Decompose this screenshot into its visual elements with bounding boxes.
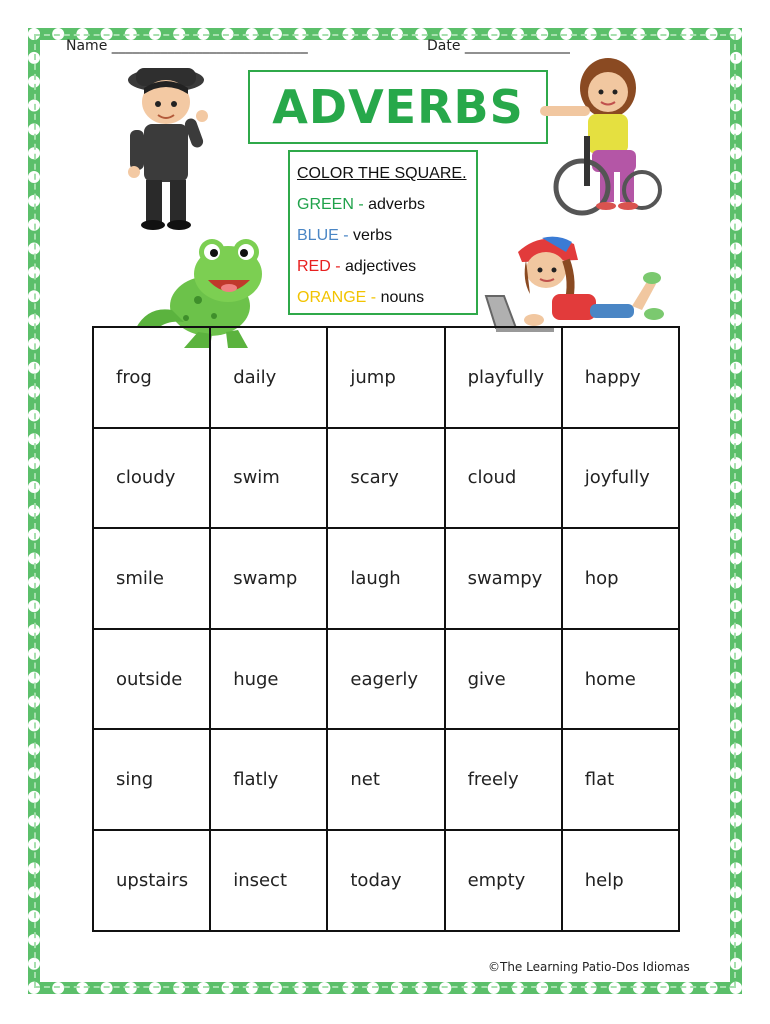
grid-cell[interactable]: sing <box>93 729 210 830</box>
legend-heading: COLOR THE SQUARE. <box>297 165 467 182</box>
grid-cell[interactable]: today <box>327 830 444 931</box>
grid-cell[interactable]: scary <box>327 428 444 529</box>
girl-laptop-illustration <box>482 230 668 340</box>
date-field: Date _______________ <box>427 38 570 54</box>
grid-cell[interactable]: insect <box>210 830 327 931</box>
legend-item-red <box>297 251 469 282</box>
grid-cell[interactable]: laugh <box>327 528 444 629</box>
page-title: ADVERBS <box>272 80 524 134</box>
table-row <box>93 428 679 529</box>
legend-item-green <box>297 189 469 220</box>
grid-cell[interactable]: flat <box>562 729 679 830</box>
grid-cell[interactable]: swampy <box>445 528 562 629</box>
grid-cell[interactable]: eagerly <box>327 629 444 730</box>
boy-illustration <box>116 60 216 232</box>
girl-wheelchair-illustration <box>540 52 662 222</box>
grid-cell[interactable]: cloudy <box>93 428 210 529</box>
grid-cell[interactable]: cloud <box>445 428 562 529</box>
legend-color-word: ORANGE - <box>297 289 377 306</box>
grid-cell[interactable]: smile <box>93 528 210 629</box>
legend-color-word: GREEN - <box>297 196 364 213</box>
grid-cell[interactable]: daily <box>210 327 327 428</box>
grid-cell[interactable]: flatly <box>210 729 327 830</box>
legend-color-word: BLUE - <box>297 227 349 244</box>
table-row <box>93 729 679 830</box>
grid-cell[interactable]: playfully <box>445 327 562 428</box>
legend-item-orange <box>297 282 469 313</box>
grid-cell[interactable]: hop <box>562 528 679 629</box>
grid-cell[interactable]: happy <box>562 327 679 428</box>
table-row <box>93 830 679 931</box>
grid-cell[interactable]: give <box>445 629 562 730</box>
grid-cell[interactable]: net <box>327 729 444 830</box>
grid-cell[interactable]: frog <box>93 327 210 428</box>
legend-item-blue <box>297 220 469 251</box>
legend-meaning: nouns <box>380 289 425 306</box>
grid-cell[interactable]: swamp <box>210 528 327 629</box>
grid-cell[interactable]: empty <box>445 830 562 931</box>
table-row <box>93 327 679 428</box>
grid-cell[interactable]: outside <box>93 629 210 730</box>
grid-cell[interactable]: home <box>562 629 679 730</box>
grid-cell[interactable]: joyfully <box>562 428 679 529</box>
grid-cell[interactable]: swim <box>210 428 327 529</box>
grid-cell[interactable]: upstairs <box>93 830 210 931</box>
grid-cell[interactable]: jump <box>327 327 444 428</box>
grid-cell[interactable]: freely <box>445 729 562 830</box>
legend-meaning: adverbs <box>368 196 426 213</box>
table-row <box>93 629 679 730</box>
legend-color-word: RED - <box>297 258 341 275</box>
name-field: Name ____________________________ <box>66 38 308 54</box>
legend-box <box>288 150 478 315</box>
table-row <box>93 528 679 629</box>
grid-cell[interactable]: help <box>562 830 679 931</box>
grid-cell[interactable]: huge <box>210 629 327 730</box>
legend-meaning: verbs <box>353 227 393 244</box>
copyright-footer: ©The Learning Patio-Dos Idiomas <box>488 960 690 974</box>
title-box <box>248 70 548 144</box>
word-grid <box>92 326 680 932</box>
legend-meaning: adjectives <box>345 258 417 275</box>
